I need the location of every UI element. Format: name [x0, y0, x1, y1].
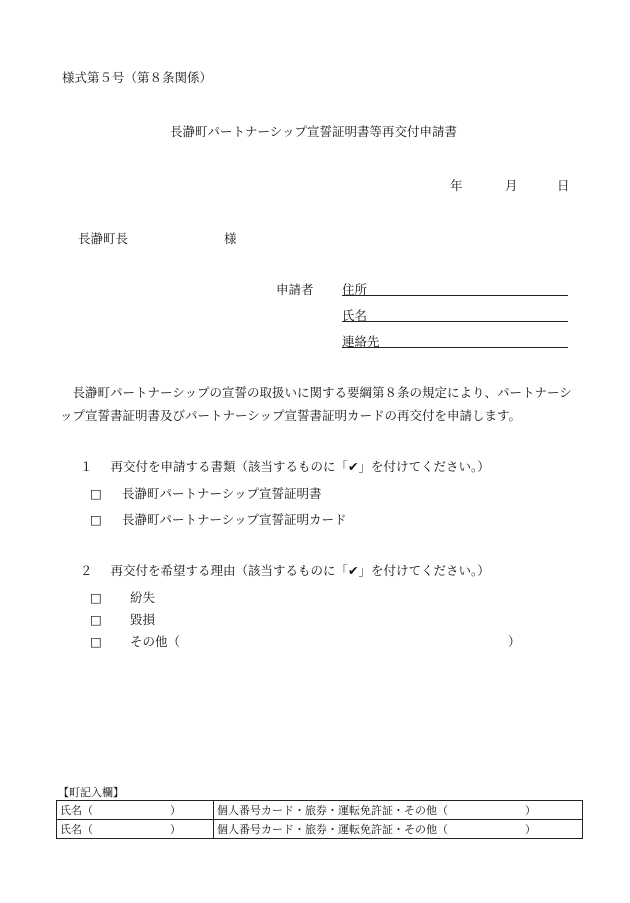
- option-label: 毀損: [129, 612, 155, 627]
- checkbox-icon[interactable]: □: [90, 634, 102, 649]
- section2-number: ２: [80, 563, 93, 578]
- checkbox-icon[interactable]: □: [90, 512, 102, 527]
- option-label: 紛失: [129, 590, 155, 605]
- option-label: 長瀞町パートナーシップ宣誓証明カード: [121, 512, 347, 527]
- section2-option-lost[interactable]: [90, 588, 155, 606]
- section1-heading: [80, 457, 490, 475]
- memo-row: [57, 801, 583, 820]
- date-day-label: 日: [557, 178, 570, 193]
- checkbox-icon[interactable]: □: [90, 612, 102, 627]
- address-label: 住所: [342, 282, 368, 297]
- name-label: 氏名: [342, 308, 368, 323]
- addressee-honorific: 様: [224, 231, 237, 246]
- memo-title: 【町記入欄】: [58, 786, 124, 799]
- option-label: その他（: [129, 634, 180, 649]
- section2-option-damaged[interactable]: [90, 610, 155, 628]
- memo-table: [56, 800, 583, 839]
- address-field[interactable]: [342, 294, 568, 296]
- body-paragraph: 長瀞町パートナーシップの宣誓の取扱いに関する要綱第８条の規定により、パートナーシップ宣誓書証明書及びパートナーシップ宣誓書証明カードの再交付を申請します。: [60, 385, 572, 423]
- applicant-label: 申請者: [276, 282, 314, 297]
- addressee-name: 長瀞町長: [78, 231, 129, 246]
- section1-heading-text: 再交付を申請する書類（該当するものに「✔」を付けてください。）: [110, 459, 490, 474]
- contact-label: 連絡先: [342, 334, 380, 349]
- section2-heading-text: 再交付を希望する理由（該当するものに「✔」を付けてください。）: [110, 563, 490, 578]
- other-reason-close: ）: [508, 634, 521, 649]
- memo-id-cell: 個人番号カード・旅券・運転免許証・その他（ ）: [214, 801, 583, 820]
- section2-heading: [80, 561, 490, 579]
- section1-number: １: [80, 459, 93, 474]
- option-label: 長瀞町パートナーシップ宣誓証明書: [121, 486, 322, 501]
- section1-option-card[interactable]: [90, 510, 346, 528]
- section1-option-certificate[interactable]: [90, 484, 321, 502]
- memo-name-cell: 氏名（ ）: [57, 801, 214, 820]
- form-number: 様式第５号（第８条関係）: [62, 70, 213, 85]
- checkbox-icon[interactable]: □: [90, 486, 102, 501]
- memo-row: [57, 820, 583, 839]
- date-year-label: 年: [450, 178, 463, 193]
- contact-field[interactable]: [342, 346, 568, 348]
- name-field[interactable]: [342, 320, 568, 322]
- memo-name-cell: 氏名（ ）: [57, 820, 214, 839]
- section2-option-other[interactable]: [90, 632, 180, 650]
- checkbox-icon[interactable]: □: [90, 590, 102, 605]
- date-month-label: 月: [505, 178, 518, 193]
- document-title: 長瀞町パートナーシップ宣誓証明書等再交付申請書: [170, 124, 458, 139]
- memo-id-cell: 個人番号カード・旅券・運転免許証・その他（ ）: [214, 820, 583, 839]
